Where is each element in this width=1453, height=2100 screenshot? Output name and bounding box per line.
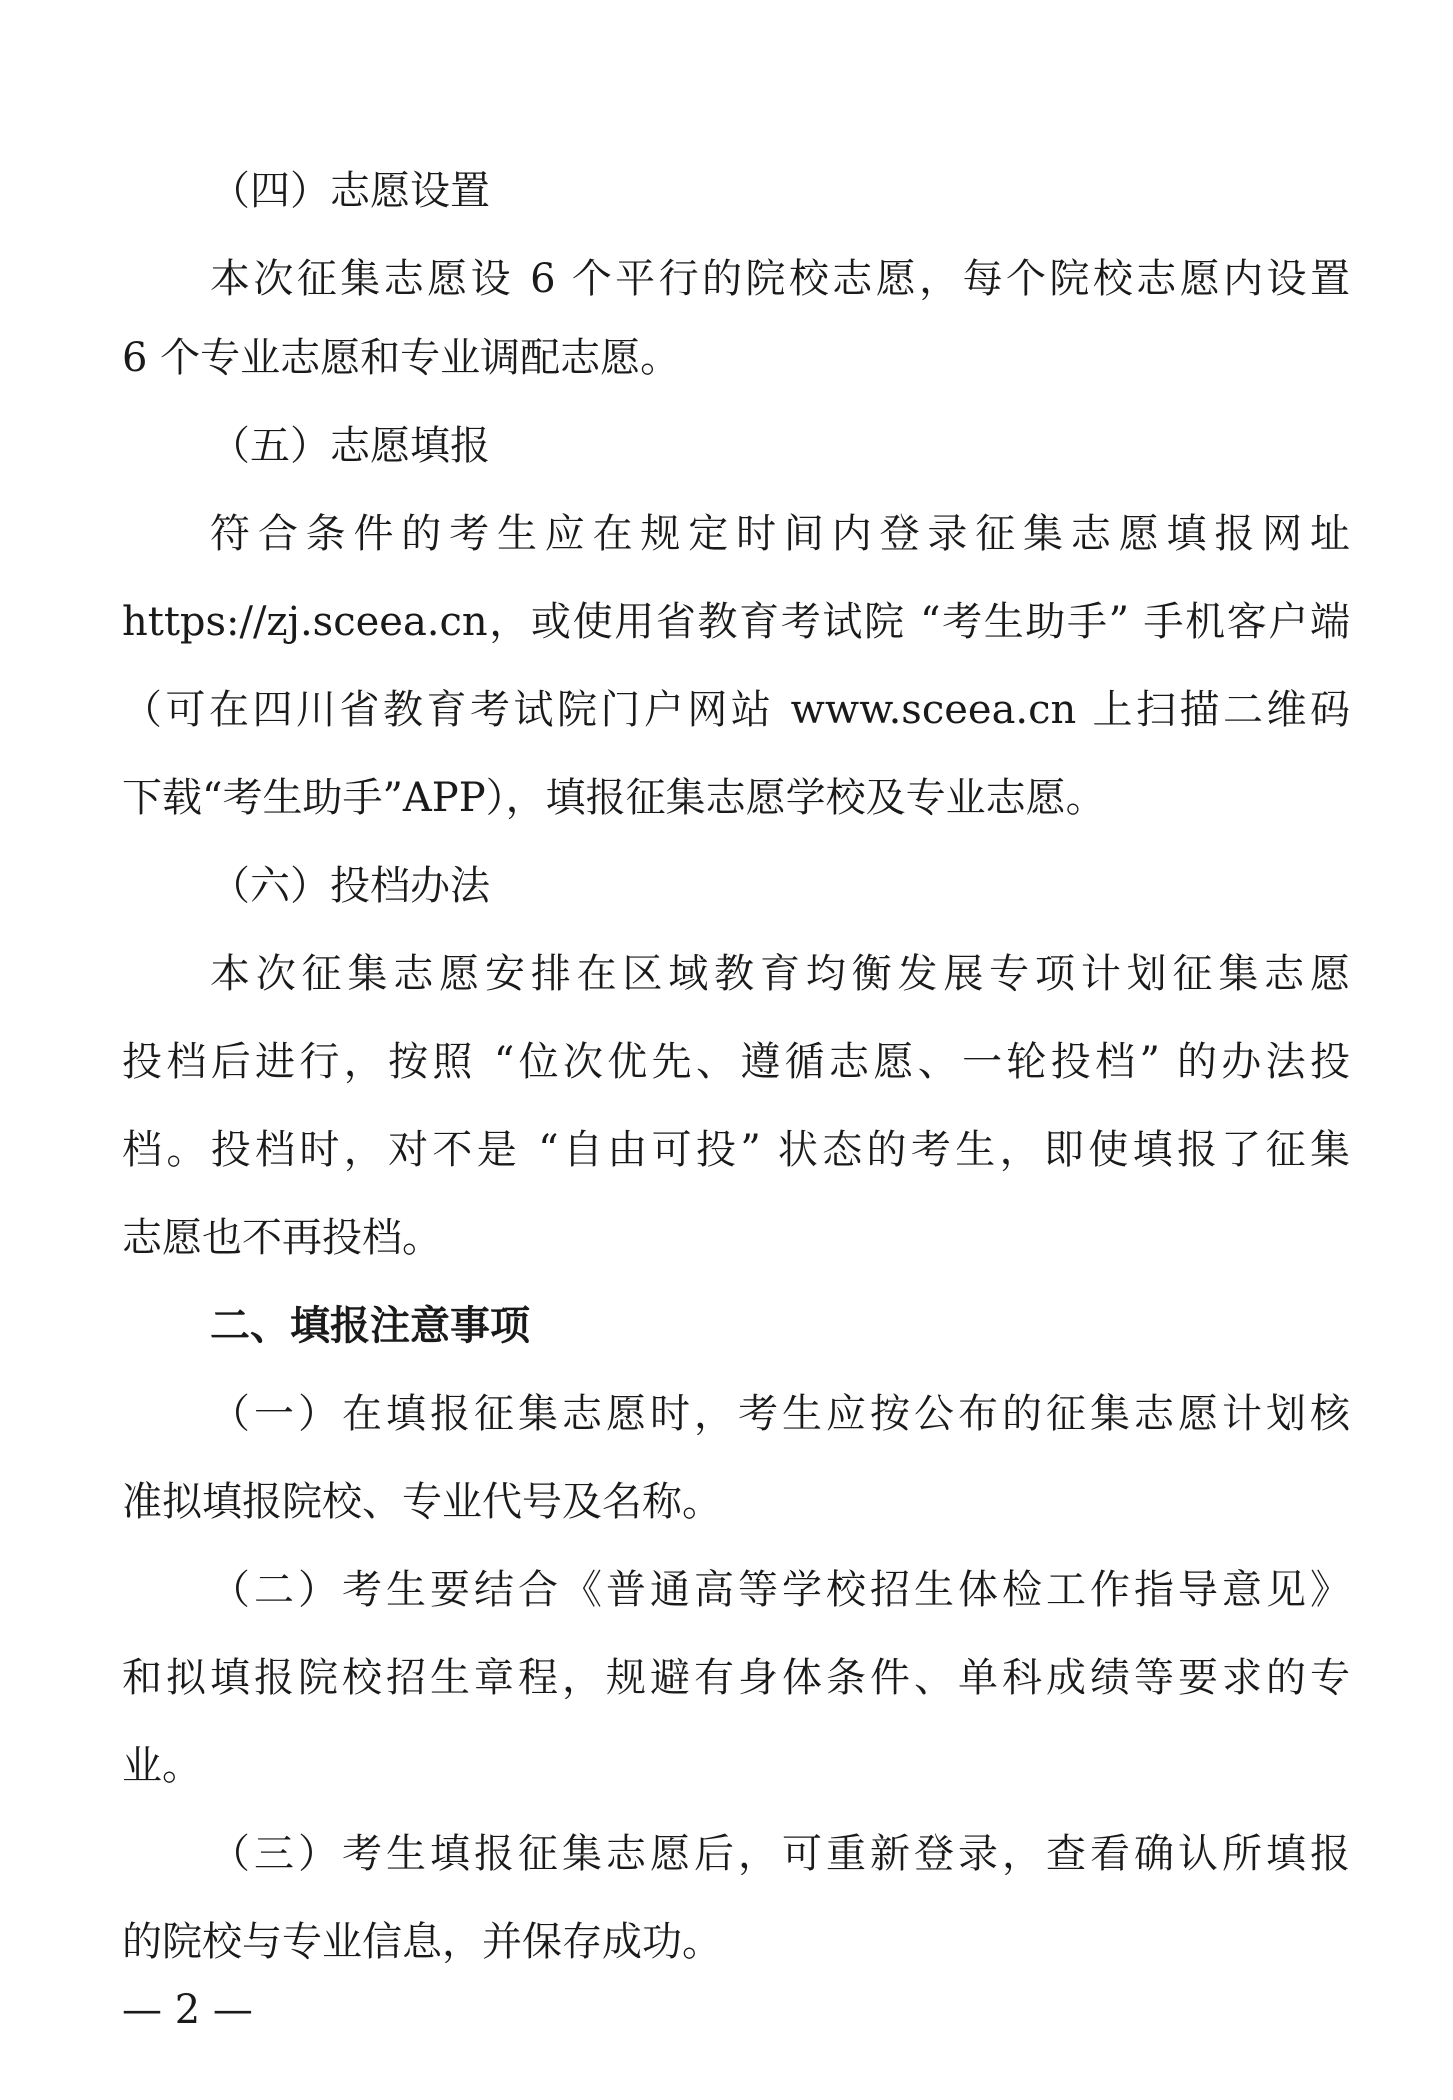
section-heading-5: （五）志愿填报 (210, 423, 490, 469)
paragraph-line: 6 个专业志愿和专业调配志愿。 (122, 335, 681, 381)
paragraph-line: （三）考生填报征集志愿后，可重新登录，查看确认所填报 (210, 1831, 1350, 1877)
paragraph-line: 的院校与专业信息，并保存成功。 (122, 1919, 722, 1965)
section-heading-6: （六）投档办法 (210, 863, 490, 909)
paragraph-line: https://zj.sceea.cn，或使用省教育考试院 “考生助手” 手机客户端 (122, 599, 1350, 645)
section-heading-4: （四）志愿设置 (210, 168, 490, 214)
paragraph-line: 符合条件的考生应在规定时间内登录征集志愿填报网址 (210, 511, 1350, 557)
paragraph-line: 本次征集志愿设 6 个平行的院校志愿，每个院校志愿内设置 (210, 256, 1350, 302)
paragraph-line: 准拟填报院校、专业代号及名称。 (122, 1479, 722, 1525)
page-number: — 2 — (122, 1987, 253, 2033)
paragraph-line: 本次征集志愿安排在区域教育均衡发展专项计划征集志愿 (210, 951, 1350, 997)
paragraph-line: （二）考生要结合《普通高等学校招生体检工作指导意见》 (210, 1567, 1350, 1613)
paragraph-line: 档。投档时，对不是 “自由可投” 状态的考生，即使填报了征集 (122, 1127, 1350, 1173)
paragraph-line: 和拟填报院校招生章程，规避有身体条件、单科成绩等要求的专 (122, 1655, 1350, 1701)
section-heading-2: 二、填报注意事项 (210, 1303, 530, 1349)
paragraph-line: 志愿也不再投档。 (122, 1215, 442, 1261)
paragraph-line: （一）在填报征集志愿时，考生应按公布的征集志愿计划核 (210, 1391, 1350, 1437)
paragraph-line: （可在四川省教育考试院门户网站 www.sceea.cn 上扫描二维码 (122, 687, 1350, 733)
paragraph-line: 下载“考生助手”APP），填报征集志愿学校及专业志愿。 (122, 775, 1106, 821)
paragraph-line: 业。 (122, 1743, 202, 1789)
paragraph-line: 投档后进行，按照 “位次优先、遵循志愿、一轮投档” 的办法投 (122, 1039, 1350, 1085)
